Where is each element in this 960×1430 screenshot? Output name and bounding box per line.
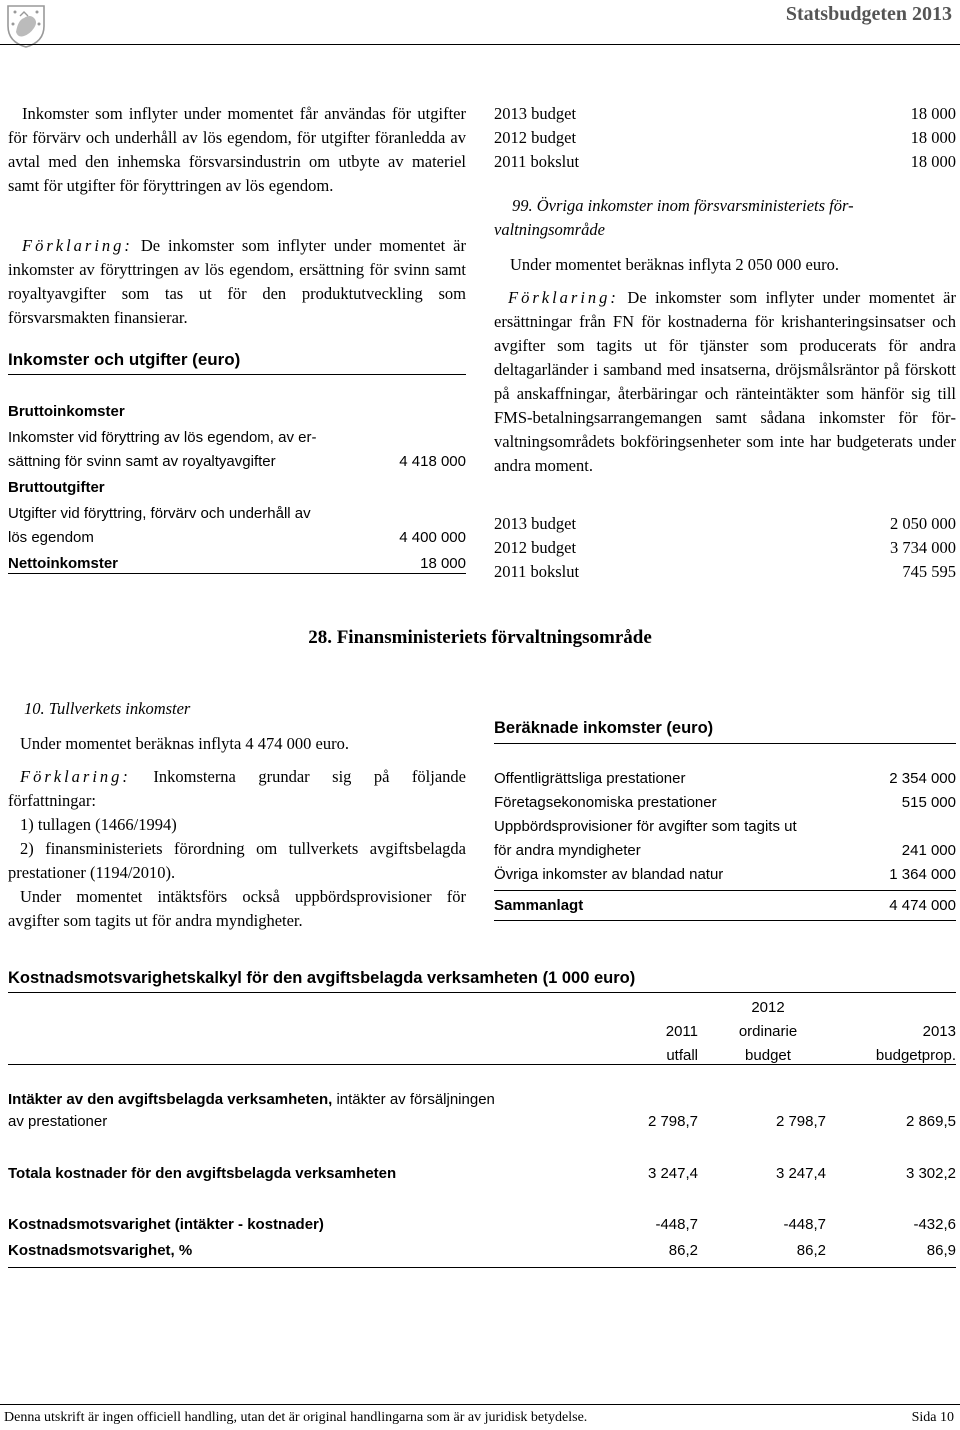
budget-row: 2011 bokslut 745 595 (494, 562, 956, 581)
item-10-explanation: Förklaring: Inkomsterna grundar sig på följande författningar: (8, 767, 466, 810)
net-value: 18 000 (420, 555, 466, 572)
page-header-title: Statsbudgeten 2013 (785, 3, 952, 25)
income-expense-table (8, 400, 466, 576)
col-2013-header: 2013 budgetprop. (875, 1023, 956, 1064)
table-row: för andra myndigheter 241 000 (494, 842, 956, 859)
law-2: 2) finansministeriets förordning om tullverkets avgiftsbelagda prestationer (1194/2010). (8, 839, 466, 882)
section-heading: 28. Finansministeriets förvaltningsområde (308, 627, 652, 648)
budget-row: 2013 budget 2 050 000 (494, 514, 956, 533)
budget-row: 2011 bokslut 18 000 (494, 152, 956, 171)
table-row: Offentligrättsliga prestationer 2 354 000 (494, 770, 956, 787)
gross-expense-heading: Bruttoutgifter (8, 479, 105, 496)
item-10-title: 10. Tullverkets inkomster (24, 699, 191, 718)
cost-row-income: Intäkter av den avgiftsbelagda verksamheten, intäkter av försäljningen av prestationer 2 798,7 2 798,7 2 869,5 (8, 1091, 956, 1130)
gross-income-heading: Bruttoinkomster (8, 403, 125, 420)
budget-rows-2 (494, 512, 956, 584)
cost-row-percent: Kostnadsmotsvarighet, % 86,2 86,2 86,9 (8, 1242, 956, 1259)
table-rule-bottom (8, 573, 466, 574)
item-99-title: 99. Övriga inkomster inom försvarsministeriets för- (512, 196, 854, 215)
estimated-rule-top (494, 743, 956, 744)
estimated-rule-bottom (494, 920, 956, 921)
footer-rule (0, 1404, 960, 1405)
income-line1: Inkomster vid föryttring av lös egendom, av er- (8, 429, 317, 446)
explanation-label: Förklaring: (22, 236, 133, 255)
budget-row: 2012 budget 3 734 000 (494, 538, 956, 557)
item-10-note: Under momentet intäktsförs också uppbördsprovisioner för avgifter som tagits ut för andra myndigheter. (8, 887, 466, 930)
estimated-income-table (494, 767, 956, 887)
budget-row: 2012 budget 18 000 (494, 128, 956, 147)
income-value: 4 418 000 (399, 453, 466, 470)
estimated-rule-mid (494, 890, 956, 891)
expense-line2: lös egendom (8, 529, 94, 546)
cost-table-title: Kostnadsmotsvarighetskalkyl för den avgiftsbelagda verksamheten (1 000 euro) (8, 969, 636, 987)
cost-rule-bottom (8, 1267, 956, 1268)
estimated-income-title: Beräknade inkomster (euro) (494, 719, 714, 737)
total-value: 4 474 000 (889, 897, 956, 914)
cost-table-header (8, 992, 956, 1062)
budget-rows-1 (494, 102, 956, 174)
net-label: Nettoinkomster (8, 555, 119, 572)
explanation-text: De inkomster som inflyter under momentet är inkomster av föryttringen av lös egendom, ersättning för svinn samt royaltyavgifter som tas ut för den produktutveckling som försvarsmakten finansierar. (8, 236, 466, 327)
total-row (494, 894, 956, 918)
header-rule (0, 44, 960, 45)
table-row-line1: Uppbördsprovisioner för avgifter som tagits ut (494, 818, 797, 835)
col-2011-header: 2011 utfall (665, 1023, 698, 1064)
intro-paragraph: Inkomster som inflyter under momentet får användas för utgifter för förvärv och underhåll av lös egendom, för utgifter föranledda av avtal med den inhemska försvarsindustrin om utbyte av materiel samt för utgifter för föryttringen av lös egendom. (8, 104, 466, 195)
expense-row (8, 526, 466, 550)
income-line2: sättning för svinn samt av royaltyavgifter (8, 453, 276, 470)
item-99-explanation: Förklaring: De inkomster som inflyter under momentet är ersättningar från FN för kostnaderna för krishanteringsinsatser och avgifter som tagits ut för tjänster som producerats för andra deltagarländer i samband med insatserna, dröjsmålsräntor på förskott på anskaffningar, återbäringar och ränteintäkter som hänför sig till FMS-betalningsarrangemangen samt sådana inkomster för förvaltningsområdets bokföringsenheter som inte har budgeterats under andra moment. (494, 288, 956, 475)
footer-page-number: Sida 10 (911, 1410, 954, 1425)
item-10-estimate: Under momentet beräknas inflyta 4 474 000 euro. (20, 734, 349, 753)
table-row: Övriga inkomster av blandad natur 1 364 000 (494, 866, 956, 883)
col-2012-header: 2012 ordinarie budget (738, 999, 798, 1064)
law-1: 1) tullagen (1466/1994) (20, 815, 177, 834)
expense-value: 4 400 000 (399, 529, 466, 546)
cost-rule-header (8, 1064, 956, 1065)
income-expense-title: Inkomster och utgifter (euro) (8, 350, 241, 369)
table-row: Företagsekonomiska prestationer 515 000 (494, 794, 956, 811)
income-row (8, 450, 466, 474)
budget-row: 2013 budget 18 000 (494, 104, 956, 123)
expense-line1: Utgifter vid föryttring, förvärv och underhåll av (8, 505, 311, 522)
coat-of-arms-lion-logo (4, 2, 48, 48)
explanation-paragraph (8, 234, 466, 330)
item-99-estimate: Under momentet beräknas inflyta 2 050 000 euro. (510, 255, 839, 274)
footer-disclaimer: Denna utskrift är ingen officiell handling, utan det är original handlingarna som är av juridisk betydelse. (4, 1410, 588, 1425)
table-rule-top (8, 374, 466, 375)
cost-row-costs: Totala kostnader för den avgiftsbelagda verksamheten 3 247,4 3 247,4 3 302,2 (8, 1165, 956, 1182)
cost-row-balance: Kostnadsmotsvarighet (intäkter - kostnader) -448,7 -448,7 -432,6 (8, 1216, 956, 1233)
total-label: Sammanlagt (494, 897, 584, 914)
item-99-title-line2: valtningsområde (494, 220, 605, 239)
